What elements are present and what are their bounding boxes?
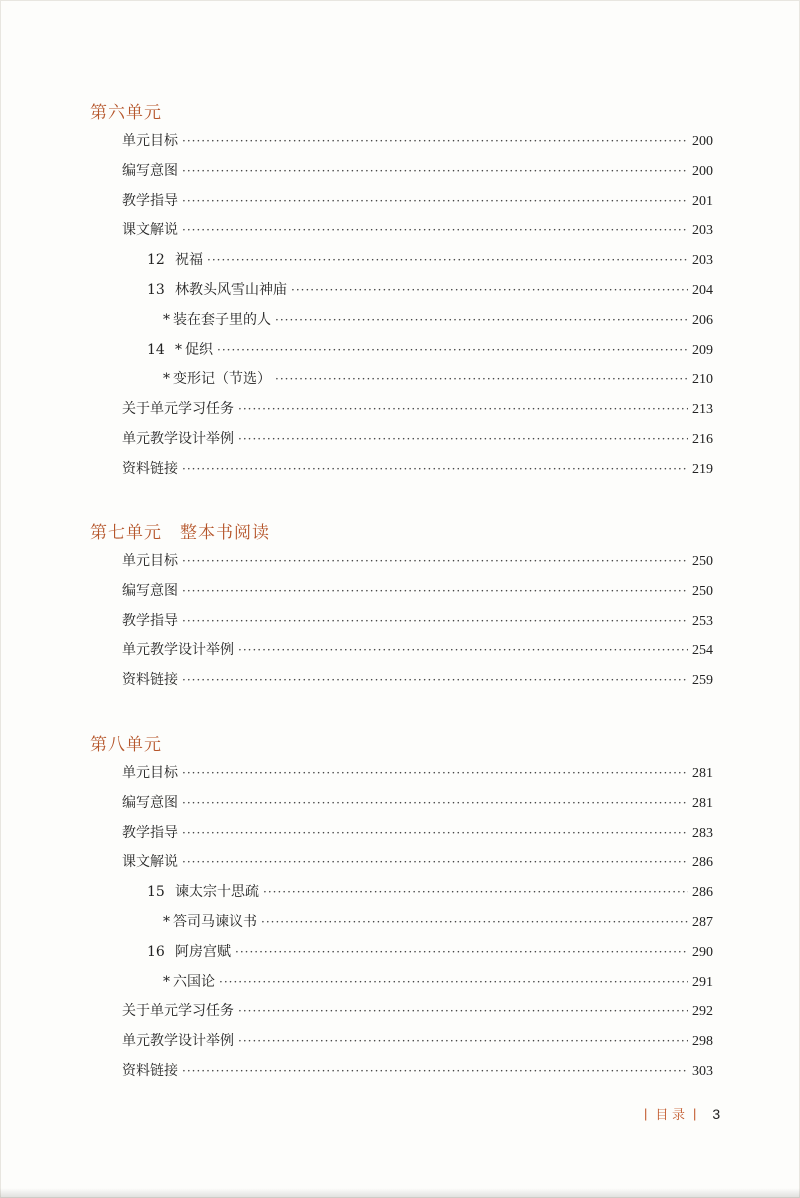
toc-entry[interactable]: [122, 219, 713, 241]
entry-label: 单元目标: [122, 765, 178, 781]
entry-label: 资料链接: [122, 460, 178, 477]
toc-entry[interactable]: [122, 1030, 713, 1052]
toc-entry[interactable]: [122, 458, 713, 480]
asterisk-icon: *: [163, 311, 170, 328]
dot-leader: [219, 975, 688, 989]
entry-label: 教学指导: [122, 612, 178, 629]
toc-entry[interactable]: [147, 881, 713, 903]
toc-entry[interactable]: [122, 851, 713, 873]
dot-leader: [238, 402, 688, 416]
toc-entry[interactable]: [147, 249, 713, 271]
page-number: 210: [692, 372, 713, 388]
lesson-number: 16: [147, 943, 165, 960]
lesson-number: 13: [147, 282, 165, 298]
entry-label: 关于单元学习任务: [122, 401, 234, 418]
toc-entry[interactable]: [122, 1000, 713, 1022]
page-number: 201: [692, 193, 713, 209]
lesson-number: 12: [147, 252, 165, 269]
entry-label: 教学指导: [122, 192, 178, 209]
entry-label: 单元教学设计举例: [122, 1033, 234, 1050]
dot-leader: [238, 643, 688, 657]
page-number: 253: [692, 613, 713, 629]
page-number: 290: [692, 944, 713, 960]
dot-leader: [182, 462, 688, 476]
dot-leader: [182, 673, 688, 687]
footer-page-number: 3: [712, 1105, 721, 1122]
dot-leader: [235, 945, 688, 959]
dot-leader: [182, 766, 688, 780]
footer-divider-left: |: [644, 1106, 648, 1121]
dot-leader: [238, 1034, 688, 1048]
toc-entry[interactable]: [122, 428, 713, 450]
toc-entry[interactable]: [122, 762, 713, 784]
toc-entry[interactable]: [147, 339, 713, 361]
entry-label: 单元教学设计举例: [122, 431, 234, 447]
toc-entry[interactable]: [147, 279, 713, 301]
dot-leader: [182, 855, 688, 869]
page-number: 209: [692, 342, 713, 358]
toc-entry[interactable]: [122, 1060, 713, 1082]
page-number: 204: [692, 283, 713, 298]
entry-label: 变形记（节选）: [173, 371, 271, 388]
dot-leader: [182, 554, 688, 568]
page-number: 292: [692, 1004, 713, 1020]
entry-label: 答司马谏议书: [173, 914, 257, 930]
asterisk-icon: *: [163, 914, 170, 930]
entry-label: 促织: [185, 341, 213, 358]
lesson-number: 14: [147, 341, 165, 358]
entry-label: 课文解说: [122, 222, 178, 239]
entry-label: 单元教学设计举例: [122, 642, 234, 659]
dot-leader: [291, 283, 688, 297]
footer-label: 目 录: [655, 1107, 686, 1122]
entry-label: 单元目标: [122, 553, 178, 569]
asterisk-icon: *: [163, 973, 170, 990]
dot-leader: [182, 1064, 688, 1078]
dot-leader: [275, 372, 688, 386]
toc-entry[interactable]: [163, 911, 713, 933]
dot-leader: [182, 796, 688, 810]
section-title: 第六单元: [90, 103, 162, 123]
dot-leader: [182, 826, 688, 840]
toc-entry[interactable]: [163, 309, 713, 331]
entry-label: 资料链接: [122, 672, 178, 689]
page-number: 250: [692, 554, 713, 569]
page-bottom-shadow: [0, 1188, 800, 1198]
toc-entry[interactable]: [163, 368, 713, 390]
page-number: 200: [692, 163, 713, 179]
entry-label: 谏太宗十思疏: [175, 884, 259, 901]
dot-leader: [275, 313, 688, 327]
toc-entry[interactable]: [122, 822, 713, 844]
page-number: 281: [692, 766, 713, 781]
entry-label: 资料链接: [122, 1063, 178, 1079]
section-title: 第七单元 整本书阅读: [90, 523, 270, 543]
page-number: 287: [692, 915, 713, 930]
toc-entry[interactable]: [122, 639, 713, 661]
dot-leader: [217, 343, 688, 357]
page-number: 298: [692, 1034, 713, 1050]
toc-entry[interactable]: [122, 130, 713, 152]
page-number: 254: [692, 643, 713, 659]
page-number: 203: [692, 253, 713, 269]
lesson-number: 15: [147, 884, 165, 901]
page-number: 303: [692, 1064, 713, 1079]
entry-label: 祝福: [175, 252, 203, 269]
toc-entry[interactable]: [122, 610, 713, 632]
dot-leader: [182, 223, 688, 237]
entry-label: 关于单元学习任务: [122, 1003, 234, 1020]
page-number: 250: [692, 583, 713, 599]
entry-label: 编写意图: [122, 162, 178, 179]
page-number: 219: [692, 461, 713, 477]
dot-leader: [182, 614, 688, 628]
dot-leader: [182, 134, 688, 148]
dot-leader: [261, 915, 688, 929]
toc-entry[interactable]: [122, 190, 713, 212]
dot-leader: [207, 253, 688, 267]
entry-label: 编写意图: [122, 582, 178, 599]
toc-entry[interactable]: [122, 580, 713, 602]
dot-leader: [238, 1004, 688, 1018]
page-number: 216: [692, 432, 713, 447]
page-number: 291: [692, 974, 713, 990]
entry-label: 单元目标: [122, 133, 178, 149]
asterisk-icon: *: [175, 341, 182, 358]
page-number: 286: [692, 855, 713, 871]
toc-entry[interactable]: [163, 971, 713, 993]
entry-label: 教学指导: [122, 824, 178, 841]
entry-label: 林教头风雪山神庙: [175, 282, 287, 298]
entry-label: 装在套子里的人: [173, 311, 271, 328]
page-number: 200: [692, 134, 713, 149]
dot-leader: [182, 584, 688, 598]
toc-entry[interactable]: [122, 550, 713, 572]
section-title: 第八单元: [90, 735, 162, 755]
dot-leader: [238, 432, 688, 446]
dot-leader: [182, 194, 688, 208]
page-number: 206: [692, 312, 713, 328]
toc-entry[interactable]: [147, 941, 713, 963]
asterisk-icon: *: [163, 371, 170, 388]
dot-leader: [263, 885, 688, 899]
dot-leader: [182, 164, 688, 178]
page-number: 213: [692, 402, 713, 418]
entry-label: 课文解说: [122, 854, 178, 871]
page-number: 281: [692, 795, 713, 811]
footer-divider-right: |: [693, 1106, 697, 1121]
page-number: 203: [692, 223, 713, 239]
toc-entry[interactable]: [122, 792, 713, 814]
toc-entry[interactable]: [122, 669, 713, 691]
toc-entry[interactable]: [122, 160, 713, 182]
page-number: 283: [692, 825, 713, 841]
entry-label: 阿房宫赋: [175, 943, 231, 960]
entry-label: 编写意图: [122, 794, 178, 811]
page-footer: [636, 1104, 720, 1123]
page-number: 286: [692, 885, 713, 901]
entry-label: 六国论: [173, 973, 215, 990]
page-number: 259: [692, 673, 713, 689]
toc-entry[interactable]: [122, 398, 713, 420]
